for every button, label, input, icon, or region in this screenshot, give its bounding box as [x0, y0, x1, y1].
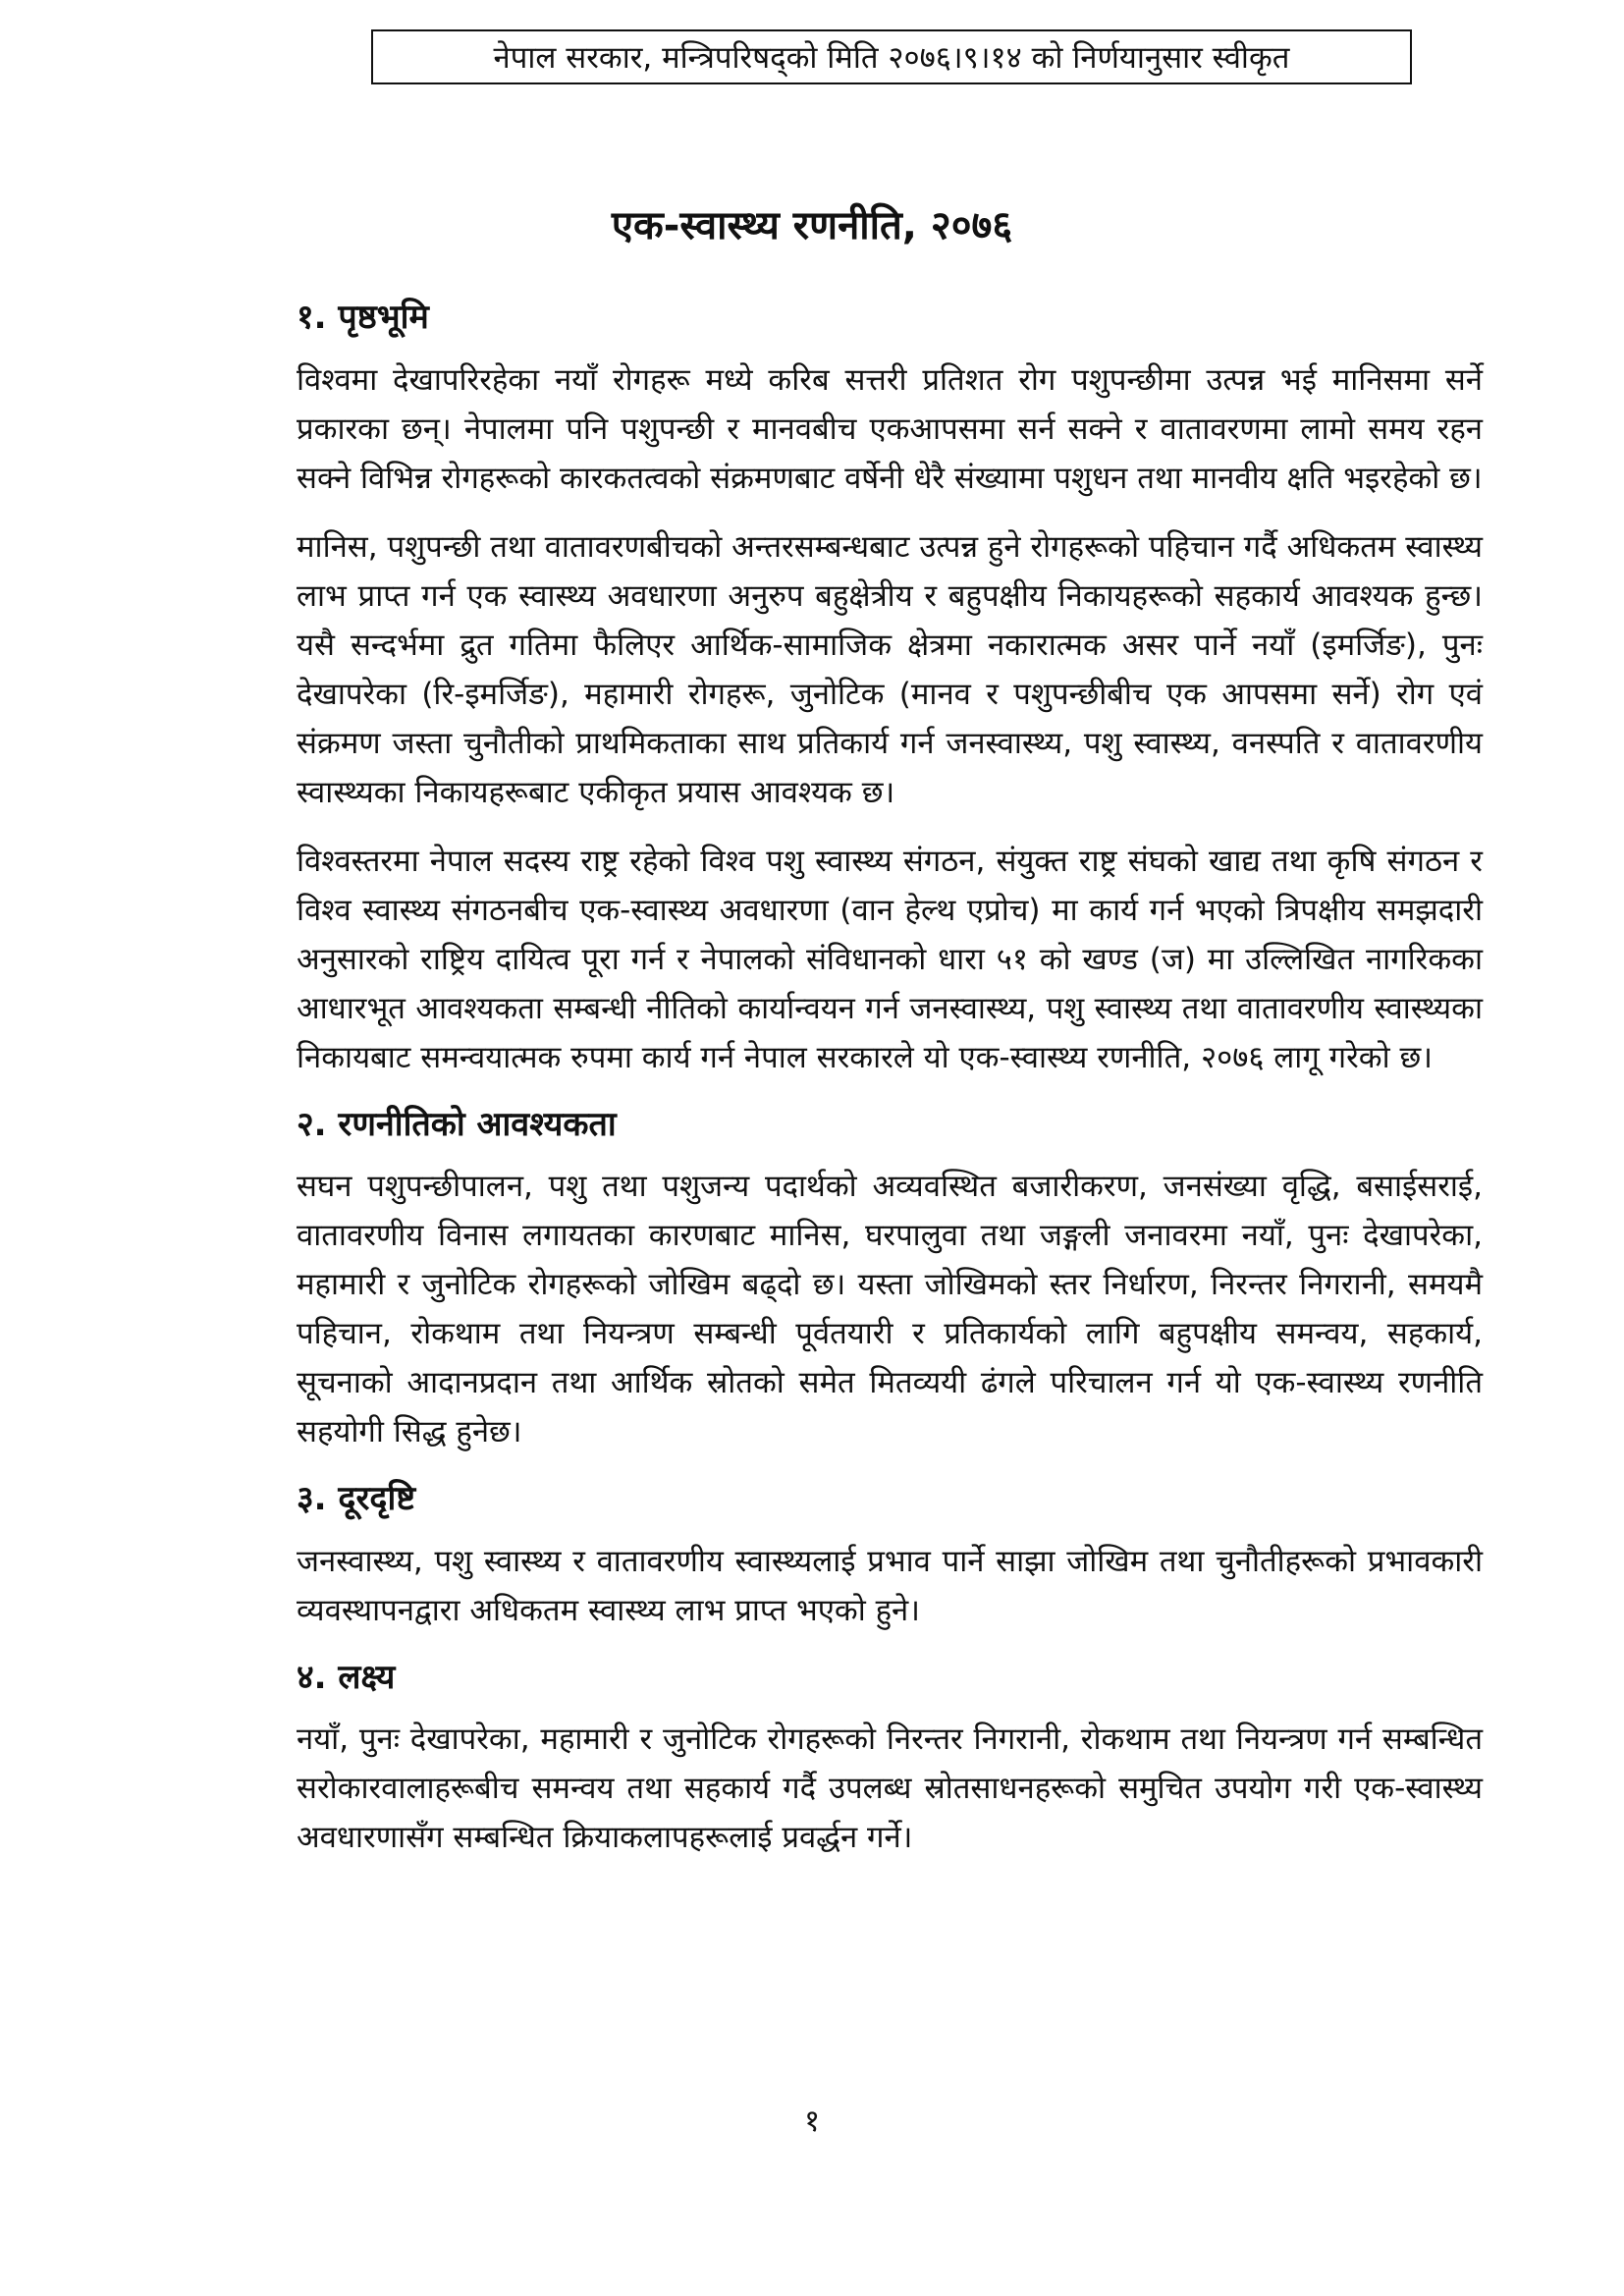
section-paragraph: विश्वमा देखापरिरहेका नयाँ रोगहरू मध्ये करिब सत्तरी प्रतिशत रोग पशुपन्छीमा उत्पन्न भई मानिसमा सर्ने प्रकारका छन्। नेपालमा पनि पशुपन्छी र मानवबीच एकआपसमा सर्न सक्ने र वातावरणमा लामो समय रहन सक्ने विभिन्न रोगहरूको कारकतत्वको संक्रमणबाट वर्षेनी धेरै संख्यामा पशुधन तथा मानवीय क्षति भइरहेको छ। [297, 361, 1483, 496]
document-body [297, 295, 1483, 1882]
section-heading: २. रणनीतिको आवश्यकता [297, 1104, 617, 1144]
section-need-for-strategy [297, 1102, 1483, 1457]
section-vision [297, 1476, 1483, 1635]
approval-note: नेपाल सरकार, मन्त्रिपरिषद्को मिति २०७६।९।१४ को निर्णयानुसार स्वीकृत [493, 40, 1290, 76]
approval-note-box [371, 29, 1412, 84]
section-paragraph: विश्वस्तरमा नेपाल सदस्य राष्ट्र रहेको विश्व पशु स्वास्थ्य संगठन, संयुक्त राष्ट्र संघको खाद्य तथा कृषि संगठन र विश्व स्वास्थ्य संगठनबीच एक-स्वास्थ्य अवधारणा (वान हेल्थ एप्रोच) मा कार्य गर्न भएको त्रिपक्षीय समझदारी अनुसारको राष्ट्रिय दायित्व पूरा गर्न र नेपालको संविधानको धारा ५१ को खण्ड (ज) मा उल्लिखित नागरिकका आधारभूत आवश्यकता सम्बन्धी नीतिको कार्यान्वयन गर्न जनस्वास्थ्य, पशु स्वास्थ्य तथा वातावरणीय स्वास्थ्यका निकायबाट समन्वयात्मक रुपमा कार्य गर्न नेपाल सरकारले यो एक-स्वास्थ्य रणनीति, २०७६ लागू गरेको छ। [297, 843, 1483, 1075]
page-number: १ [803, 2104, 821, 2139]
section-heading: १. पृष्ठभूमि [297, 298, 429, 337]
section-background [297, 295, 1483, 1082]
section-goal [297, 1655, 1483, 1863]
section-heading: ४. लक्ष्य [297, 1657, 396, 1697]
section-paragraph: मानिस, पशुपन्छी तथा वातावरणबीचको अन्तरसम्बन्धबाट उत्पन्न हुने रोगहरूको पहिचान गर्दै अधिकतम स्वास्थ्य लाभ प्राप्त गर्न एक स्वास्थ्य अवधारणा अनुरुप बहुक्षेत्रीय र बहुपक्षीय निकायहरूको सहकार्य आवश्यक हुन्छ। यसै सन्दर्भमा द्रुत गतिमा फैलिएर आर्थिक-सामाजिक क्षेत्रमा नकारात्मक असर पार्ने नयाँ (इमर्जिङ), पुनः देखापरेका (रि-इमर्जिङ), महामारी रोगहरू, जुनोटिक (मानव र पशुपन्छीबीच एक आपसमा सर्ने) रोग एवं संक्रमण जस्ता चुनौतीको प्राथमिकताका साथ प्रतिकार्य गर्न जनस्वास्थ्य, पशु स्वास्थ्य, वनस्पति र वातावरणीय स्वास्थ्यका निकायहरूबाट एकीकृत प्रयास आवश्यक छ। [297, 528, 1483, 810]
section-paragraph: नयाँ, पुनः देखापरेका, महामारी र जुनोटिक रोगहरूको निरन्तर निगरानी, रोकथाम तथा नियन्त्रण गर्न सम्बन्धित सरोकारवालाहरूबीच समन्वय तथा सहकार्य गर्दै उपलब्ध स्रोतसाधनहरूको समुचित उपयोग गरी एक-स्वास्थ्य अवधारणासँग सम्बन्धित क्रियाकलापहरूलाई प्रवर्द्धन गर्ने। [297, 1722, 1483, 1856]
document-title: एक-स्वास्थ्य रणनीति, २०७६ [611, 203, 1013, 248]
section-paragraph: जनस्वास्थ्य, पशु स्वास्थ्य र वातावरणीय स्वास्थ्यलाई प्रभाव पार्ने साझा जोखिम तथा चुनौतीहरूको प्रभावकारी व्यवस्थापनद्वारा अधिकतम स्वास्थ्य लाभ प्राप्त भएको हुने। [297, 1543, 1483, 1628]
section-paragraph: सघन पशुपन्छीपालन, पशु तथा पशुजन्य पदार्थको अव्यवस्थित बजारीकरण, जनसंख्या वृद्धि, बसाईसराई, वातावरणीय विनास लगायतका कारणबाट मानिस, घरपालुवा तथा जङ्गली जनावरमा नयाँ, पुनः देखापरेका, महामारी र जुनोटिक रोगहरूको जोखिम बढ्दो छ। यस्ता जोखिमको स्तर निर्धारण, निरन्तर निगरानी, समयमै पहिचान, रोकथाम तथा नियन्त्रण सम्बन्धी पूर्वतयारी र प्रतिकार्यको लागि बहुपक्षीय समन्वय, सहकार्य, सूचनाको आदानप्रदान तथा आर्थिक स्रोतको समेत मितव्ययी ढंगले परिचालन गर्न यो एक-स्वास्थ्य रणनीति सहयोगी सिद्ध हुनेछ। [297, 1169, 1483, 1450]
section-heading: ३. दूरदृष्टि [297, 1479, 416, 1519]
